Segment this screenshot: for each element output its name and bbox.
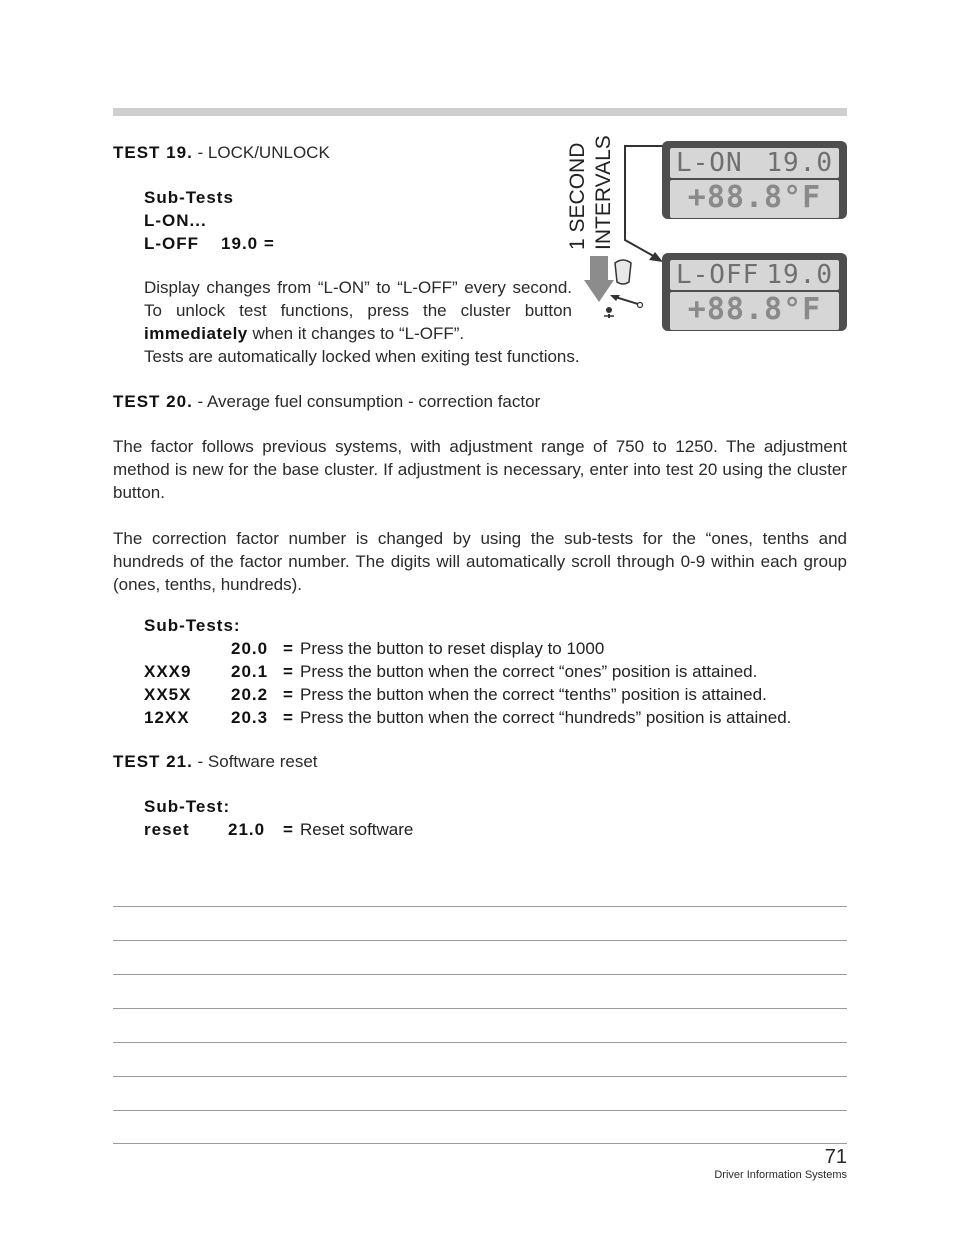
lcd-on-top-line bbox=[670, 148, 839, 178]
note-line bbox=[113, 1076, 847, 1077]
lcd-on-number: 19.0 bbox=[766, 148, 833, 178]
test19-title bbox=[113, 141, 330, 164]
subtest-description: Press the button when the correct “ones” position is attained. bbox=[300, 662, 758, 681]
subtest-equals: = bbox=[283, 685, 294, 704]
test19-desc-bold: immediately bbox=[144, 324, 248, 343]
cluster-button-icon bbox=[612, 258, 634, 286]
subtest-row bbox=[0, 637, 960, 660]
lcd-on-temp: +88.8°F bbox=[687, 180, 822, 215]
subtest-number: 20.0 bbox=[231, 639, 269, 658]
subtest-code: 12XX bbox=[144, 708, 190, 727]
test19-desc-part2: when it changes to “L-OFF”. bbox=[247, 324, 465, 343]
test21-description: Reset software bbox=[300, 820, 414, 839]
subtest-number: 20.2 bbox=[231, 685, 269, 704]
lcd-on-bottom-line bbox=[670, 180, 839, 218]
test21-subtest-label: Sub-Test: bbox=[144, 797, 231, 816]
test21-code: reset bbox=[144, 820, 190, 839]
note-line bbox=[113, 1110, 847, 1111]
top-rule bbox=[113, 108, 847, 116]
note-line bbox=[113, 1008, 847, 1009]
test20-subtitle: - Average fuel consumption - correction factor bbox=[192, 392, 541, 411]
test19-desc-note: Tests are automatically locked when exiting test functions. bbox=[144, 347, 580, 366]
test21-heading: TEST 21. bbox=[113, 752, 193, 771]
test19-description bbox=[144, 276, 572, 345]
test20-heading: TEST 20. bbox=[113, 392, 193, 411]
subtest-code: XXX9 bbox=[144, 662, 192, 681]
test19-desc-part1: Display changes from “L-ON” to “L-OFF” every second. To unlock test functions, press the cluster button bbox=[144, 278, 572, 320]
subtest-equals: = bbox=[283, 662, 294, 681]
lcd-off-top-line bbox=[670, 260, 839, 290]
section-title: Driver Information Systems bbox=[714, 1169, 847, 1181]
interval-label-line1: 1 SECOND bbox=[566, 142, 589, 250]
subtest-equals: = bbox=[283, 708, 294, 727]
subtest-row bbox=[0, 683, 960, 706]
subtest-number: 20.3 bbox=[231, 708, 269, 727]
lcd-on-mode: L-ON bbox=[676, 148, 743, 178]
test19-subtitle: - LOCK/UNLOCK bbox=[192, 143, 330, 162]
test21-number: 21.0 bbox=[228, 820, 266, 839]
test21-equals: = bbox=[283, 820, 294, 839]
lcd-display-off bbox=[662, 253, 847, 331]
test20-paragraph-1: The factor follows previous systems, with adjustment range of 750 to 1250. The adjustment method is new for the base cluster. If adjustment is necessary, enter into test 20 using the cluster button. bbox=[113, 437, 847, 502]
subtest-code: XX5X bbox=[144, 685, 192, 704]
lcd-off-number: 19.0 bbox=[766, 260, 833, 290]
test19-heading: TEST 19. bbox=[113, 143, 193, 162]
subtest-number: 20.1 bbox=[231, 662, 269, 681]
note-line bbox=[113, 1042, 847, 1043]
note-line bbox=[113, 940, 847, 941]
subtest-equals: = bbox=[283, 639, 294, 658]
subtest-description: Press the button when the correct “tenths” position is attained. bbox=[300, 685, 767, 704]
lcd-display-on bbox=[662, 141, 847, 219]
footer-rule bbox=[113, 1143, 847, 1144]
subtest-row bbox=[0, 660, 960, 683]
interval-label-line2: INTERVALS bbox=[592, 135, 615, 250]
test19-subtests-label: Sub-Tests bbox=[144, 188, 234, 207]
test20-paragraph-2: The correction factor number is changed by using the sub-tests for the “ones, tenths and hundreds of the factor number. The digits will automatically scroll through 0-9 within each group (ones, tenths, hundreds). bbox=[113, 529, 847, 594]
test19-line2-code: L-OFF bbox=[144, 234, 200, 253]
test19-line2 bbox=[144, 232, 275, 255]
subtest-description: Press the button to reset display to 1000 bbox=[300, 639, 605, 658]
lcd-off-bottom-line bbox=[670, 292, 839, 330]
subtest-row bbox=[0, 706, 960, 729]
test19-line1: L-ON... bbox=[144, 211, 207, 230]
page-number: 71 bbox=[824, 1146, 847, 1168]
subtest-description: Press the button when the correct “hundreds” position is attained. bbox=[300, 708, 792, 727]
note-line bbox=[113, 974, 847, 975]
test21-subtest-row bbox=[0, 818, 960, 841]
note-line bbox=[113, 906, 847, 907]
test21-subtitle: - Software reset bbox=[192, 752, 318, 771]
lcd-off-mode: L-OFF bbox=[676, 260, 760, 290]
test21-title bbox=[113, 750, 318, 773]
lcd-off-temp: +88.8°F bbox=[687, 292, 822, 327]
test19-line2-value: 19.0 = bbox=[221, 234, 275, 253]
button-press-icon bbox=[600, 290, 645, 320]
test20-title bbox=[113, 390, 540, 413]
test20-subtests-label: Sub-Tests: bbox=[144, 616, 241, 635]
